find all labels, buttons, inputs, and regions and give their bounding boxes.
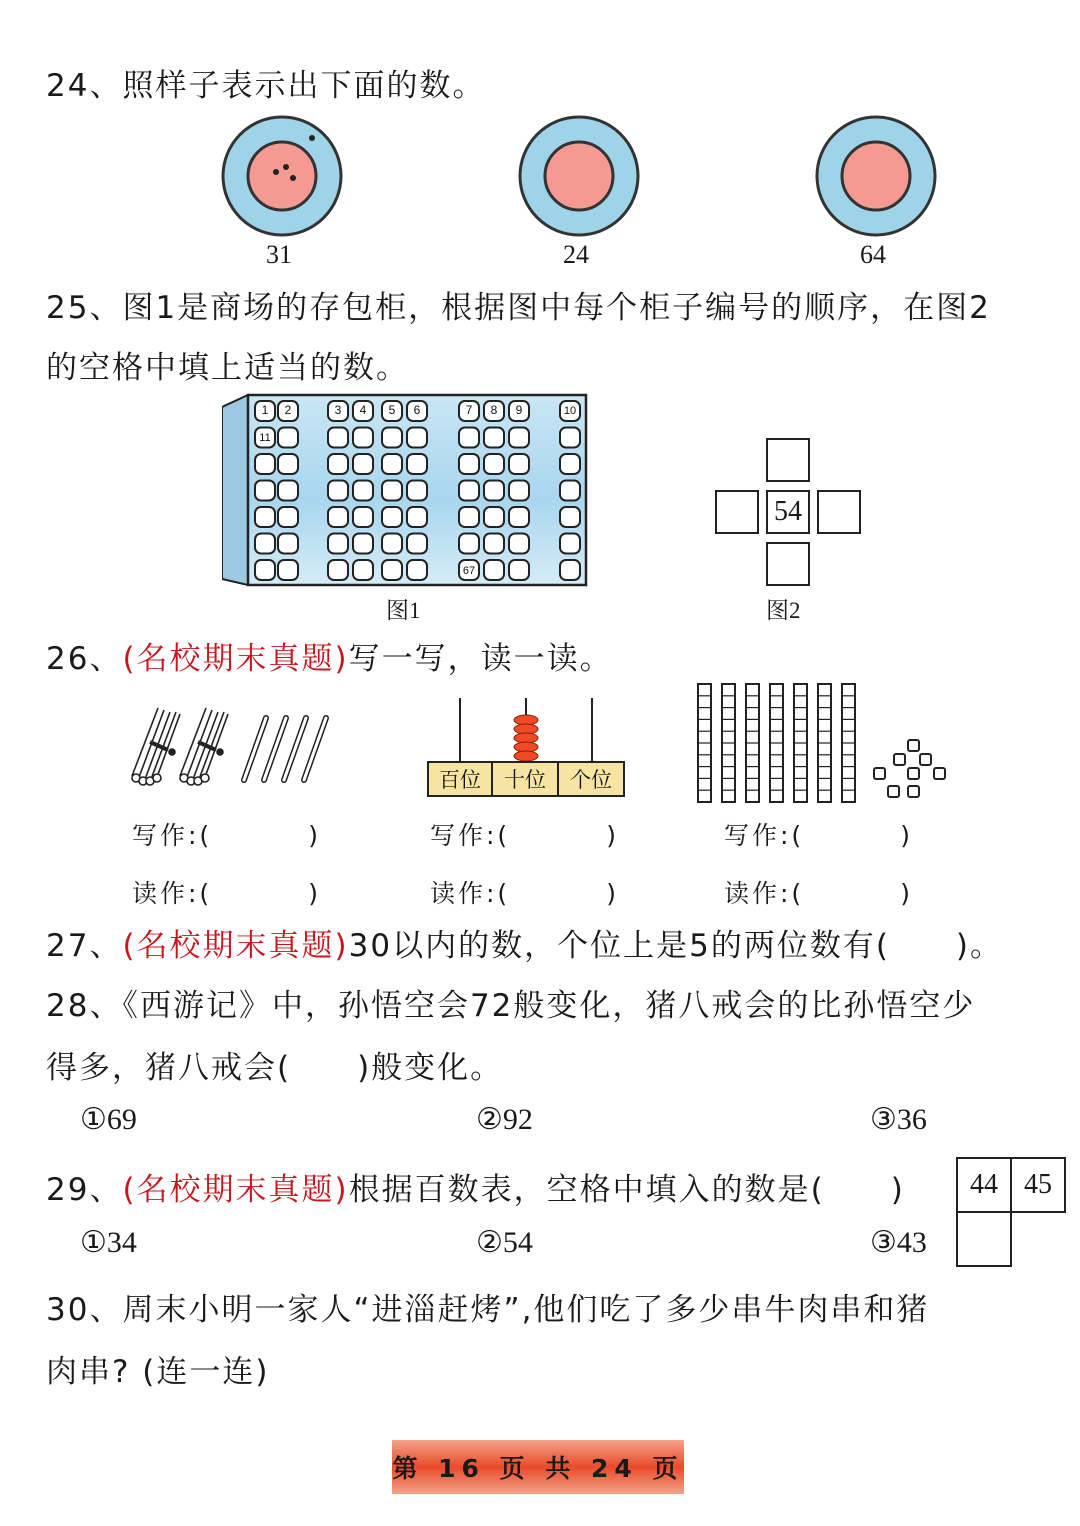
locker-cell	[278, 454, 298, 474]
locker-cell	[459, 454, 479, 474]
locker-cell	[407, 428, 427, 448]
locker-cell	[278, 560, 298, 580]
locker-cell	[255, 454, 275, 474]
locker-cell	[382, 507, 402, 527]
q27-title: 27、(名校期末真题)30以内的数，个位上是5的两位数有( )。	[46, 928, 1004, 964]
locker-number: 7	[465, 403, 473, 417]
stick-bundles	[126, 704, 336, 788]
locker-cell	[382, 534, 402, 554]
q26-title: 26、(名校期末真题)写一写，读一读。	[46, 641, 613, 677]
target-24	[517, 114, 643, 240]
target-31	[220, 114, 346, 240]
abacus	[426, 696, 626, 800]
locker-number: 67	[462, 565, 476, 577]
q29-option-1[interactable]: ①34	[80, 1226, 137, 1259]
locker-cell	[353, 428, 373, 448]
locker-cell	[353, 560, 373, 580]
locker-cell	[382, 481, 402, 501]
locker-cell	[509, 560, 529, 580]
locker-cell	[560, 454, 580, 474]
locker-cell	[328, 560, 348, 580]
locker-cell	[328, 534, 348, 554]
locker-number: 8	[490, 403, 498, 417]
locker-cell	[459, 507, 479, 527]
locker-cell	[560, 428, 580, 448]
q30-line1: 30、周末小明一家人“进淄赶烤”,他们吃了多少串牛肉串和猪	[46, 1292, 930, 1328]
target-label: 31	[266, 240, 292, 269]
q25-line1: 25、图1是商场的存包柜，根据图中每个柜子编号的顺序，在图2	[46, 290, 991, 326]
locker-cell	[484, 507, 504, 527]
q29-option-3[interactable]: ③43	[870, 1226, 927, 1259]
q30-line2: 肉串? (连一连)	[46, 1354, 270, 1390]
locker-cell	[328, 454, 348, 474]
locker-cell	[382, 428, 402, 448]
write-line-3: 写作:( )	[724, 821, 913, 850]
locker-number: 11	[259, 432, 271, 444]
locker-cell	[407, 454, 427, 474]
locker-cell	[328, 428, 348, 448]
locker-cell	[353, 507, 373, 527]
abacus-label-hundreds: 百位	[439, 768, 481, 792]
locker-cell	[255, 507, 275, 527]
locker-cell	[353, 481, 373, 501]
target-label: 64	[860, 240, 886, 269]
exam-tag: (名校期末真题)	[122, 1172, 349, 1208]
read-line-2: 读作:( )	[430, 879, 619, 908]
locker-cell	[484, 454, 504, 474]
locker-cell	[278, 534, 298, 554]
q28-option-3[interactable]: ③36	[870, 1103, 927, 1136]
locker-number: 3	[334, 403, 342, 417]
locker-cell	[255, 481, 275, 501]
locker-cell	[509, 534, 529, 554]
locker-number: 10	[563, 405, 577, 417]
locker-cell	[407, 481, 427, 501]
locker-cell	[328, 507, 348, 527]
fig2-left-cell[interactable]	[715, 490, 759, 534]
locker-cell	[560, 560, 580, 580]
locker-cell	[278, 428, 298, 448]
locker-cell	[459, 481, 479, 501]
locker-cell	[484, 534, 504, 554]
locker-number: 5	[388, 403, 396, 417]
locker-cell	[459, 534, 479, 554]
read-line-3: 读作:( )	[724, 879, 913, 908]
ten-rods-and-cubes	[694, 682, 954, 806]
hundred-chart-blank-cell[interactable]	[956, 1211, 1012, 1267]
locker-cell	[353, 454, 373, 474]
hundred-chart-cell-44: 44	[956, 1157, 1012, 1213]
locker-cell	[509, 481, 529, 501]
abacus-label-ones: 个位	[570, 768, 612, 792]
q25-line2: 的空格中填上适当的数。	[46, 350, 409, 386]
hundred-chart-cell-45: 45	[1010, 1157, 1066, 1213]
fig2-right-cell[interactable]	[817, 490, 861, 534]
fig2-center-cell: 54	[766, 490, 810, 534]
locker-cell	[509, 507, 529, 527]
locker-cell	[560, 481, 580, 501]
locker-cell	[382, 560, 402, 580]
fig2-bottom-cell[interactable]	[766, 542, 810, 586]
locker-cell	[278, 481, 298, 501]
locker-cell	[328, 481, 348, 501]
page-number: 第 16 页 共 24 页	[392, 1440, 684, 1494]
q29-option-2[interactable]: ②54	[476, 1226, 533, 1259]
locker-number: 9	[515, 403, 523, 417]
write-line-1: 写作:( )	[132, 821, 321, 850]
locker-cell	[407, 560, 427, 580]
q28-line1: 28、《西游记》中，孙悟空会72般变化，猪八戒会的比孙悟空少	[46, 988, 976, 1024]
exam-tag: (名校期末真题)	[122, 928, 349, 964]
write-line-2: 写作:( )	[430, 821, 619, 850]
locker-cell	[484, 481, 504, 501]
locker-cell	[407, 534, 427, 554]
locker-cell	[353, 534, 373, 554]
locker-cell	[509, 428, 529, 448]
locker-cell	[560, 534, 580, 554]
q28-line2: 得多，猪八戒会( )般变化。	[46, 1050, 504, 1086]
target-label: 24	[563, 240, 589, 269]
locker-number: 2	[284, 403, 292, 417]
locker-cell	[382, 454, 402, 474]
locker-cell	[560, 507, 580, 527]
locker-cell	[278, 507, 298, 527]
locker-cell	[255, 534, 275, 554]
locker-cell	[459, 428, 479, 448]
locker-cell	[484, 560, 504, 580]
locker-cell	[255, 560, 275, 580]
locker-cell	[407, 507, 427, 527]
abacus-label-tens: 十位	[504, 768, 546, 792]
read-line-1: 读作:( )	[132, 879, 321, 908]
q29-title: 29、(名校期末真题)根据百数表，空格中填入的数是( )	[46, 1172, 905, 1208]
locker-cabinet	[222, 393, 590, 589]
target-64	[814, 114, 940, 240]
locker-cell	[484, 428, 504, 448]
q28-option-1[interactable]: ①69	[80, 1103, 137, 1136]
locker-number: 4	[359, 403, 367, 417]
locker-number: 6	[413, 403, 421, 417]
q28-option-2[interactable]: ②92	[476, 1103, 533, 1136]
locker-cell	[509, 454, 529, 474]
q24-title: 24、照样子表示出下面的数。	[46, 68, 486, 104]
exam-tag: (名校期末真题)	[122, 641, 349, 677]
fig1-caption: 图1	[386, 598, 421, 623]
fig2-top-cell[interactable]	[766, 438, 810, 482]
locker-number: 1	[261, 403, 269, 417]
fig2-caption: 图2	[766, 598, 801, 623]
